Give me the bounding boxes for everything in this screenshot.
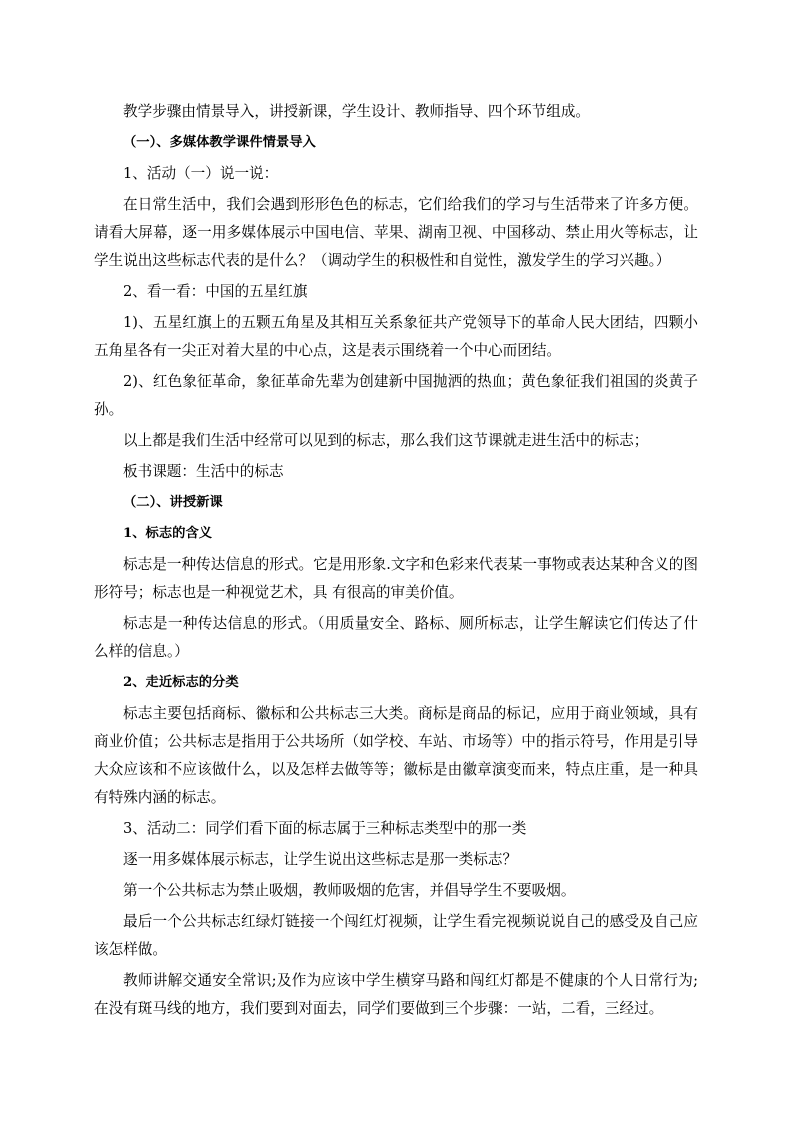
paragraph-intro: 教学步骤由情景导入，讲授新课，学生设计、教师指导、四个环节组成。: [123, 103, 591, 120]
activity-heading-1: 1、活动（一）说一说：: [123, 165, 279, 182]
paragraph-show-signs: 逐一用多媒体展示标志，让学生说出这些标志是那一类标志？: [123, 851, 518, 868]
paragraph-traffic-safety: 教师讲解交通安全常识;及作为应该中学生横穿马路和闯红灯都是不健康的个人日常行为;在没有斑马线的地方，我们要到对面去，同学们要做到三个步骤：一站，二看，三经过。: [94, 972, 698, 1017]
paragraph-meaning-examples: 标志是一种传达信息的形式。（用质量安全、路标、厕所标志，让学生解读它们传达了什么样的信息。）: [94, 615, 698, 660]
paragraph-flag-stars: 1)、五星红旗上的五颗五角星及其相互关系象征共产党领导下的革命人民大团结，四颗小五角星各有一尖正对着大星的中心点，这是表示围绕着一个中心而团结。: [94, 314, 698, 359]
paragraph-no-smoking: 第一个公共标志为禁止吸烟，教师吸烟的危害，并倡导学生不要吸烟。: [123, 882, 576, 899]
section-heading-1: （一）、多媒体教学课件情景导入: [123, 135, 316, 150]
activity-heading-3: 3、活动二：同学们看下面的标志属于三种标志类型中的那一类: [123, 820, 527, 837]
subheading-meaning: 1、标志的含义: [123, 526, 213, 541]
paragraph-meaning: 标志是一种传达信息的形式。它是用形象.文字和色彩来代表某一事物或表达某种含义的图形符号；标志也是一种视觉艺术，具 有很高的审美价值。: [94, 556, 698, 601]
activity-heading-2: 2、看一看：中国的五星红旗: [123, 283, 308, 300]
section-heading-2: （二）、讲授新课: [123, 495, 223, 510]
paragraph-traffic-light: 最后一个公共标志红绿灯链接一个闯红灯视频，让学生看完视频说说自己的感受及自己应该怎样做。: [94, 913, 698, 958]
paragraph-daily-life: 在日常生活中，我们会遇到形形色色的标志，它们给我们的学习与生活带来了许多方便。请看大屏幕，逐一用多媒体展示中国电信、苹果、湖南卫视、中国移动、禁止用火等标志，让学生说出这些标志代表的是什么？（调动学生的积极性和自觉性，激发学生的学习兴趣。）: [94, 196, 698, 269]
paragraph-board-title: 板书课题：生活中的标志: [123, 463, 284, 480]
paragraph-classification: 标志主要包括商标、徽标和公共标志三大类。商标是商品的标记，应用于商业领域，具有商业价值；公共标志是指用于公共场所（如学校、车站、市场等）中的指示符号，作用是引导大众应该和不应该做什么，以及怎样去做等等；徽标是由徽章演变而来，特点庄重，是一种具有特殊内涵的标志。: [94, 705, 698, 806]
paragraph-flag-colors: 2)、红色象征革命，象征革命先辈为创建新中国抛洒的热血；黄色象征我们祖国的炎黄子孙。: [94, 373, 698, 418]
document-body: [94, 98, 698, 1023]
subheading-classification: 2、走近标志的分类: [123, 675, 239, 690]
paragraph-transition: 以上都是我们生活中经常可以见到的标志，那么我们这节课就走进生活中的标志；: [123, 432, 649, 449]
